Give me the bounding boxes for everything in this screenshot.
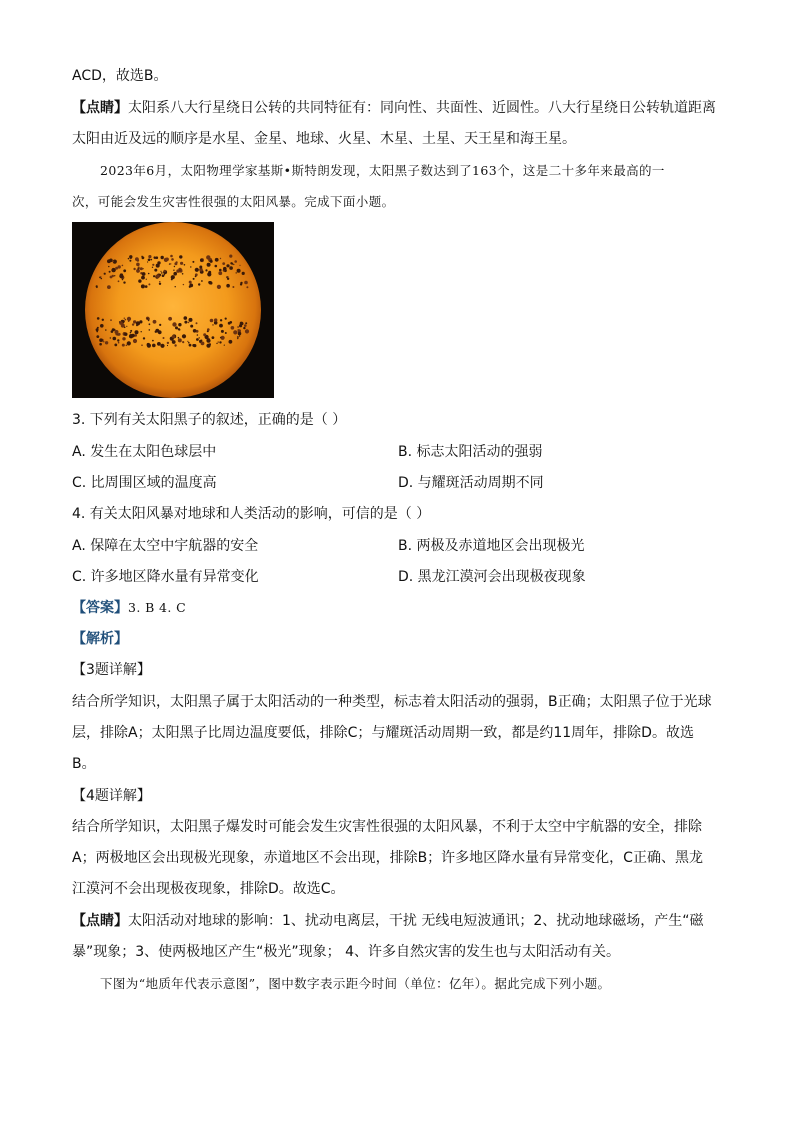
- sunspot: [189, 286, 191, 288]
- sunspot: [212, 336, 215, 339]
- sunspot: [99, 338, 103, 342]
- sunspot: [227, 278, 229, 280]
- pointer2-tag: 【点睛】: [72, 913, 128, 929]
- sunspot: [122, 344, 125, 347]
- sunspot: [180, 262, 183, 265]
- next-question-intro: 下图为“地质年代表示意图”，图中数字表示距今时间（单位：亿年）。据此完成下列小题。: [100, 976, 611, 991]
- sunspot: [114, 275, 115, 276]
- sunspot: [240, 322, 243, 325]
- q4-option-c: C. 许多地区降水量有异常变化: [72, 569, 259, 585]
- sunspot: [117, 339, 119, 341]
- sunspot: [156, 264, 160, 268]
- sunspot: [132, 323, 134, 325]
- sunspot: [206, 344, 210, 348]
- sunspot: [193, 329, 197, 333]
- sunspot: [244, 324, 247, 327]
- sunspot: [138, 279, 141, 282]
- sunspot: [103, 341, 104, 342]
- sunspot: [136, 269, 140, 273]
- sunspot: [193, 278, 195, 280]
- sunspot: [188, 322, 190, 324]
- sunspot: [96, 287, 98, 289]
- sunspot: [97, 317, 100, 320]
- sunspot: [110, 337, 111, 338]
- sunspot: [147, 318, 149, 320]
- sunspot: [108, 266, 109, 267]
- sunspot: [189, 318, 193, 322]
- sunspot: [170, 255, 173, 258]
- sunspot: [118, 342, 120, 344]
- sunspot: [196, 322, 198, 324]
- sunspot: [176, 269, 179, 272]
- sunspot: [217, 285, 221, 289]
- sunspot: [130, 330, 132, 332]
- sunspot: [222, 262, 225, 265]
- sunspot: [195, 276, 197, 278]
- sunspot: [154, 269, 157, 272]
- sunspot: [201, 342, 205, 346]
- q3-stem: 3. 下列有关太阳黑子的叙述，正确的是（ ）: [72, 412, 347, 428]
- sunspot: [147, 344, 151, 348]
- pointer-paragraph-2: [72, 911, 704, 931]
- sunspot: [221, 330, 224, 333]
- sunspot: [119, 321, 121, 323]
- sunspot: [244, 281, 248, 285]
- q3-option-d: D. 与耀斑活动周期不同: [398, 475, 544, 491]
- sunspot: [219, 341, 221, 343]
- sunspot: [200, 259, 203, 262]
- sunspot: [234, 260, 237, 263]
- sunspot: [113, 337, 117, 341]
- sunspot: [124, 333, 127, 336]
- sunspot: [198, 283, 200, 285]
- sunspot: [196, 338, 199, 341]
- sunspot: [173, 270, 174, 271]
- sunspot: [151, 259, 153, 261]
- sunspot: [224, 345, 225, 346]
- sunspot: [220, 337, 222, 339]
- sunspot: [167, 345, 168, 346]
- q3-detail-line-3: B。: [72, 756, 96, 772]
- sunspot: [142, 272, 146, 276]
- sunspot: [237, 338, 238, 339]
- sunspot: [133, 268, 135, 270]
- sunspot: [220, 319, 222, 321]
- sunspot: [220, 258, 221, 259]
- sunspot: [161, 256, 164, 259]
- sunspot: [174, 344, 176, 346]
- q4-detail-line-3: 江漠河不会出现极夜现象，排除D。故选C。: [72, 881, 345, 897]
- sunspot: [214, 318, 217, 321]
- sunspot: [100, 324, 104, 328]
- sunspot: [188, 342, 190, 344]
- sunspot: [127, 341, 131, 345]
- sunspot: [145, 285, 148, 288]
- sunspot: [138, 267, 140, 269]
- analysis-tag: 【解析】: [72, 631, 128, 647]
- sunspot: [104, 273, 106, 275]
- q3-detail-line-2: 层，排除A；太阳黑子比周边温度要低，排除C；与耀斑活动周期一致，都是约11周年，排除D。故选: [72, 725, 694, 741]
- pointer-paragraph-2-cont: 暴”现象；3、使两极地区产生“极光”现象； 4、许多自然灾害的发生也与太阳活动有关。: [72, 944, 621, 960]
- sunspot: [172, 322, 176, 326]
- sunspot: [152, 344, 156, 348]
- sunspot: [96, 335, 99, 338]
- sunspot: [163, 337, 165, 339]
- sunspot: [219, 269, 222, 272]
- sunspot: [236, 272, 237, 273]
- sunspot: [148, 255, 151, 258]
- sunspot: [182, 273, 184, 275]
- sunspot: [227, 276, 229, 278]
- sunspot: [207, 272, 211, 276]
- sunspot: [118, 265, 121, 268]
- sunspot: [184, 321, 187, 324]
- sunspot: [159, 283, 161, 285]
- sunspot: [182, 341, 184, 343]
- sunspot: [189, 281, 192, 284]
- sunspot: [199, 337, 200, 338]
- sunspot: [231, 326, 235, 330]
- sunspot: [134, 334, 137, 337]
- sunspot: [175, 286, 176, 287]
- q4-detail-line-1: 结合所学知识，太阳黑子爆发时可能会发生灾害性很强的太阳风暴，不利于太空中宇航器的安全，排除: [72, 819, 702, 835]
- sunspot: [199, 266, 202, 269]
- sunspot: [125, 319, 127, 321]
- sunspot: [124, 327, 126, 329]
- sunspot: [152, 267, 153, 268]
- sunspot: [113, 261, 114, 262]
- sunspot: [109, 271, 111, 273]
- sunspot: [229, 266, 233, 270]
- sunspot: [149, 329, 151, 331]
- passage-line-2: 次，可能会发生灾害性很强的太阳风暴。完成下面小题。: [72, 194, 395, 209]
- sunspot: [233, 264, 234, 265]
- sunspot: [239, 265, 240, 266]
- sunspot: [148, 283, 150, 285]
- sunspot: [178, 337, 180, 339]
- sunspot: [164, 270, 166, 272]
- sunspot: [99, 343, 102, 346]
- sunspot: [162, 274, 165, 277]
- answer-text: 3. B 4. C: [128, 600, 187, 615]
- sunspot: [239, 335, 240, 336]
- sunspot: [127, 317, 131, 321]
- sunspot: [128, 258, 130, 260]
- pointer-paragraph-1: [72, 98, 716, 118]
- sunspot: [101, 278, 103, 280]
- q4-option-a: A. 保障在太空中宇航器的安全: [72, 538, 259, 554]
- sunspot: [245, 322, 247, 324]
- sunspot: [122, 337, 125, 340]
- q4-option-d: D. 黑龙江漠河会出现极夜现象: [398, 569, 586, 585]
- sunspot: [172, 335, 175, 338]
- sunspot: [123, 281, 125, 283]
- sun-graphic: [72, 222, 274, 398]
- sunspot: [229, 255, 232, 258]
- sunspot: [114, 344, 117, 347]
- sunspot: [168, 317, 172, 321]
- sunspot: [245, 329, 249, 333]
- sunspot: [148, 259, 151, 262]
- sunspot: [159, 281, 160, 282]
- pointer-tag: 【点睛】: [72, 100, 128, 116]
- sunspot: [216, 343, 217, 344]
- sunspot: [230, 262, 232, 264]
- q3-detail-title: 【3题详解】: [72, 662, 151, 678]
- q3-option-b: B. 标志太阳活动的强弱: [398, 444, 543, 460]
- sunspot: [178, 323, 181, 326]
- sunspot: [141, 331, 142, 332]
- sunspot: [201, 280, 203, 282]
- q3-option-a: A. 发生在太阳色球层中: [72, 444, 217, 460]
- sunspot: [237, 336, 239, 338]
- sunspot: [174, 262, 177, 265]
- sunspot: [112, 275, 114, 277]
- sunspot: [148, 273, 150, 275]
- sunspot: [207, 328, 210, 331]
- sunspot: [172, 340, 176, 344]
- sunspot: [102, 319, 104, 321]
- sunspot: [161, 272, 163, 274]
- q3-detail-line-1: 结合所学知识，太阳黑子属于太阳活动的一种类型，标志着太阳活动的强弱，B正确；太阳黑子位于光球: [72, 694, 712, 710]
- sunspot: [155, 331, 157, 333]
- sunspot: [130, 332, 132, 334]
- sunspot: [147, 261, 148, 262]
- sunspot: [118, 280, 120, 282]
- sunspot: [110, 319, 112, 321]
- sunspot: [229, 340, 233, 344]
- sunspot: [203, 333, 206, 336]
- sunspot: [156, 274, 160, 278]
- sunspot: [135, 330, 139, 334]
- sunspot: [133, 339, 137, 343]
- sunspot: [152, 264, 154, 266]
- sunspot: [170, 263, 171, 264]
- sunspot: [218, 341, 219, 342]
- sunspot: [122, 279, 124, 281]
- sunspot: [195, 268, 199, 272]
- sunspot: [152, 340, 154, 342]
- sunspot: [167, 342, 169, 344]
- sunspot: [141, 344, 143, 346]
- sunspot: [118, 333, 121, 336]
- sunspot: [111, 330, 114, 333]
- sunspot: [179, 255, 182, 258]
- sunspot: [209, 281, 212, 284]
- sunspot: [146, 279, 147, 280]
- sunspot: [123, 269, 126, 272]
- sunspot: [215, 265, 218, 268]
- sunspot: [232, 286, 234, 288]
- sunspot: [173, 272, 177, 276]
- sunspot: [225, 318, 227, 320]
- sunspot: [175, 326, 178, 329]
- sunspot: [178, 338, 182, 342]
- sunspot: [122, 265, 124, 267]
- sunspot: [160, 344, 164, 348]
- sunspot: [189, 344, 192, 347]
- q4-stem: 4. 有关太阳风暴对地球和人类活动的影响，可信的是（ ）: [72, 506, 431, 522]
- sunspot: [109, 259, 113, 263]
- sunspot: [148, 320, 150, 322]
- sunspot: [210, 260, 213, 263]
- sunspot: [237, 326, 239, 328]
- q3-option-c: C. 比周围区域的温度高: [72, 475, 217, 491]
- sunspot: [141, 276, 145, 280]
- sunspot-image: [72, 222, 274, 398]
- answer-tag: 【答案】: [72, 600, 128, 616]
- sunspot: [237, 269, 241, 273]
- sunspot: [165, 258, 169, 262]
- sunspot: [190, 266, 191, 267]
- sunspot: [219, 324, 223, 328]
- sunspot: [171, 278, 173, 280]
- sunspot: [206, 255, 210, 259]
- sunspot: [184, 264, 186, 266]
- sunspot: [136, 324, 138, 326]
- sunspot: [215, 258, 219, 262]
- sunspot: [130, 258, 132, 260]
- sunspot: [225, 332, 227, 334]
- sunspot: [129, 334, 133, 338]
- sunspot: [124, 318, 125, 319]
- passage-line-1: 2023年6月，太阳物理学家基斯•斯特朗发现，太阳黑子数达到了163个，这是二十多年来最高的一: [100, 163, 665, 178]
- sunspot: [133, 320, 136, 323]
- sunspot: [142, 256, 145, 259]
- sunspot: [141, 284, 145, 288]
- sunspot: [192, 344, 195, 347]
- sunspot: [119, 274, 123, 278]
- sunspot: [99, 277, 101, 279]
- sunspot: [154, 256, 156, 258]
- sunspot: [157, 342, 161, 346]
- sunspot: [160, 271, 161, 272]
- sunspot: [105, 329, 107, 331]
- sunspot: [126, 345, 128, 347]
- sunspot: [159, 324, 161, 326]
- sunspot: [218, 271, 222, 275]
- sunspot: [230, 321, 233, 324]
- sunspot: [111, 268, 115, 272]
- sunspot: [205, 269, 207, 271]
- q4-option-b: B. 两极及赤道地区会出现极光: [398, 538, 585, 554]
- sunspot: [140, 267, 143, 270]
- sunspot: [242, 272, 245, 275]
- sunspot: [153, 275, 155, 277]
- prev-answer-tail: ACD，故选B。: [72, 68, 168, 84]
- sunspot: [135, 257, 139, 261]
- sunspot: [207, 340, 208, 341]
- sunspot: [178, 328, 180, 330]
- sunspot: [212, 324, 214, 326]
- sunspot: [233, 330, 237, 334]
- sunspot: [96, 331, 98, 333]
- sunspot: [115, 333, 117, 335]
- q4-detail-line-2: A；两极地区会出现极光现象，赤道地区不会出现，排除B；许多地区降水量有异常变化，C正确、黑龙: [72, 850, 703, 866]
- sunspot: [187, 341, 188, 342]
- sunspot: [105, 341, 108, 344]
- sunspot: [184, 316, 188, 320]
- sunspot: [182, 334, 186, 338]
- sunspot: [171, 258, 174, 261]
- sunspot: [223, 267, 227, 271]
- sunspot: [126, 326, 127, 327]
- sunspot: [143, 337, 145, 339]
- sunspot: [183, 284, 184, 285]
- sunspot: [207, 263, 211, 267]
- sunspot: [243, 327, 245, 329]
- sunspot: [153, 320, 157, 324]
- pointer2-text: 太阳活动对地球的影响：1、扰动电离层，干扰 无线电短波通讯；2、扰动地球磁场，产生“磁: [128, 913, 704, 929]
- sunspot: [197, 334, 199, 336]
- sunspot: [240, 282, 242, 284]
- answer-line: [72, 598, 186, 618]
- sunspot: [190, 325, 193, 328]
- sunspot: [226, 264, 229, 267]
- sunspot: [174, 266, 175, 267]
- sunspot: [114, 329, 116, 331]
- sunspot: [226, 284, 230, 288]
- sun-disk: [85, 222, 261, 398]
- sunspot: [136, 263, 140, 267]
- pointer-paragraph-1-cont: 太阳由近及远的顺序是水星、金星、地球、火星、木星、土星、天王星和海王星。: [72, 131, 576, 147]
- sunspot: [210, 319, 214, 323]
- sunspot: [238, 332, 242, 336]
- sunspot: [107, 285, 111, 289]
- pointer-text: 太阳系八大行星绕日公转的共同特征有：同向性、共面性、近圆性。八大行星绕日公转轨道距离: [128, 100, 716, 116]
- sunspot: [246, 286, 248, 288]
- sunspot: [192, 261, 194, 263]
- sunspot: [129, 260, 131, 262]
- sunspot: [149, 323, 151, 325]
- q4-detail-title: 【4题详解】: [72, 788, 151, 804]
